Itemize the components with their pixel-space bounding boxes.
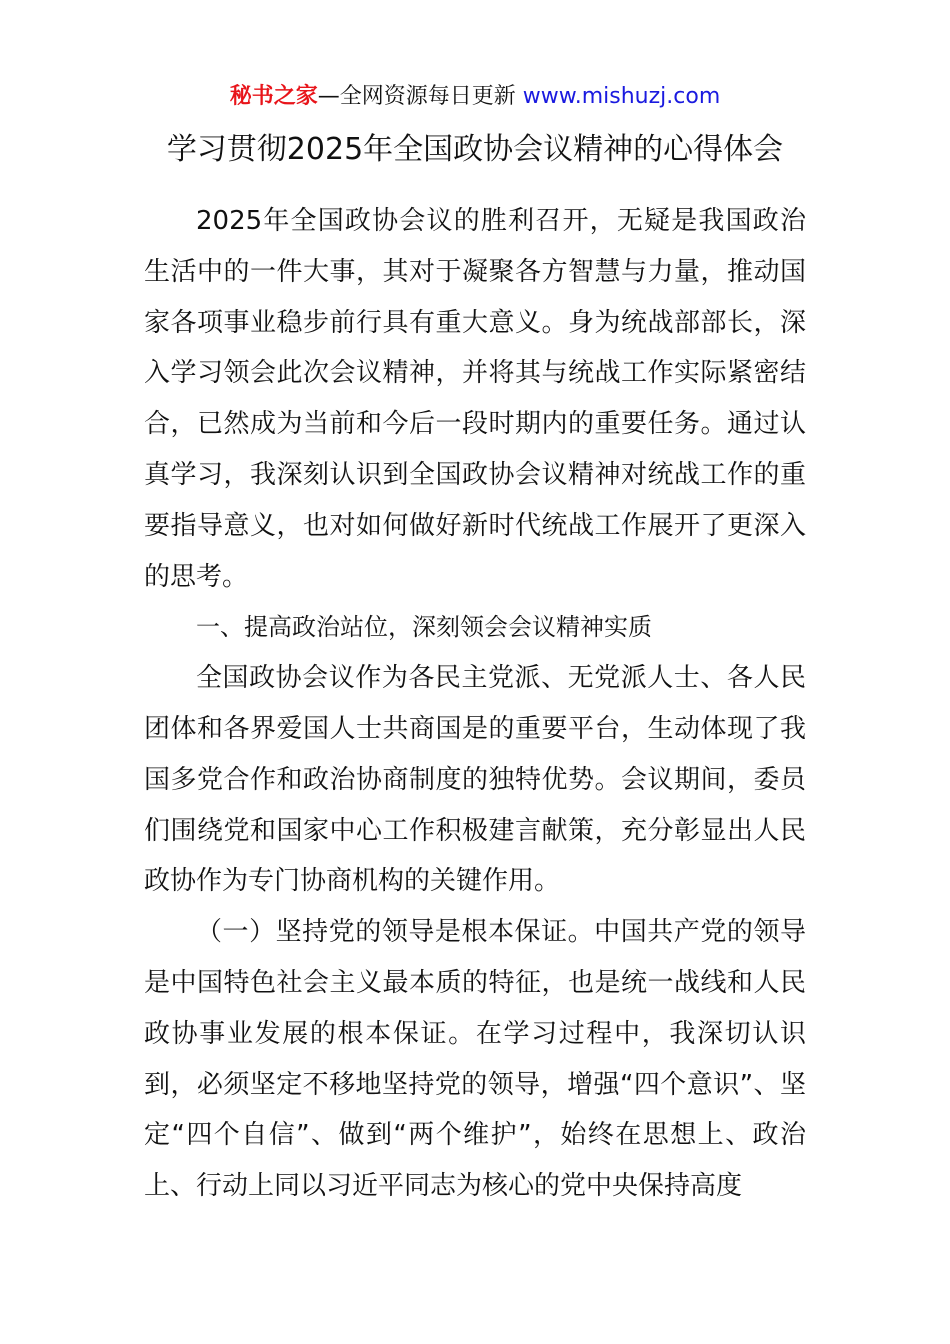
section-1-paragraph: 全国政协会议作为各民主党派、无党派人士、各人民团体和各界爱国人士共商国是的重要平台，生动体现了我国多党合作和政治协商制度的独特优势。会议期间，委员们围绕党和国家中心工作积极建言献策，充分彰显出人民政协作为专门协商机构的关键作用。 (144, 663, 806, 897)
intro-paragraph: 2025年全国政协会议的胜利召开，无疑是我国政治生活中的一件大事，其对于凝聚各方智慧与力量，推动国家各项事业稳步前行具有重大意义。身为统战部部长，深入学习领会此次会议精神，并将其与统战工作实际紧密结合，已然成为当前和今后一段时期内的重要任务。通过认真学习，我深刻认识到全国政协会议精神对统战工作的重要指导意义，也对如何做好新时代统战工作展开了更深入的思考。 (144, 206, 806, 592)
document-body (144, 196, 806, 1212)
section-heading-1: 一、提高政治站位，深刻领会会议精神实质 (196, 613, 652, 642)
site-url-link[interactable]: www.mishuzj.com (522, 84, 721, 109)
subsection-1-paragraph: （一）坚持党的领导是根本保证。中国共产党的领导是中国特色社会主义最本质的特征，也是统一战线和人民政协事业发展的根本保证。在学习过程中，我深切认识到，必须坚定不移地坚持党的领导，增强“四个意识”、坚定“四个自信”、做到“两个维护”，始终在思想上、政治上、行动上同以习近平同志为核心的党中央保持高度 (144, 917, 806, 1202)
document-title: 学习贯彻2025年全国政协会议精神的心得体会 (166, 132, 784, 167)
header-tagline: —全网资源每日更新 (317, 84, 516, 109)
brand-name: 秘书之家 (229, 84, 318, 109)
site-header (0, 80, 950, 114)
